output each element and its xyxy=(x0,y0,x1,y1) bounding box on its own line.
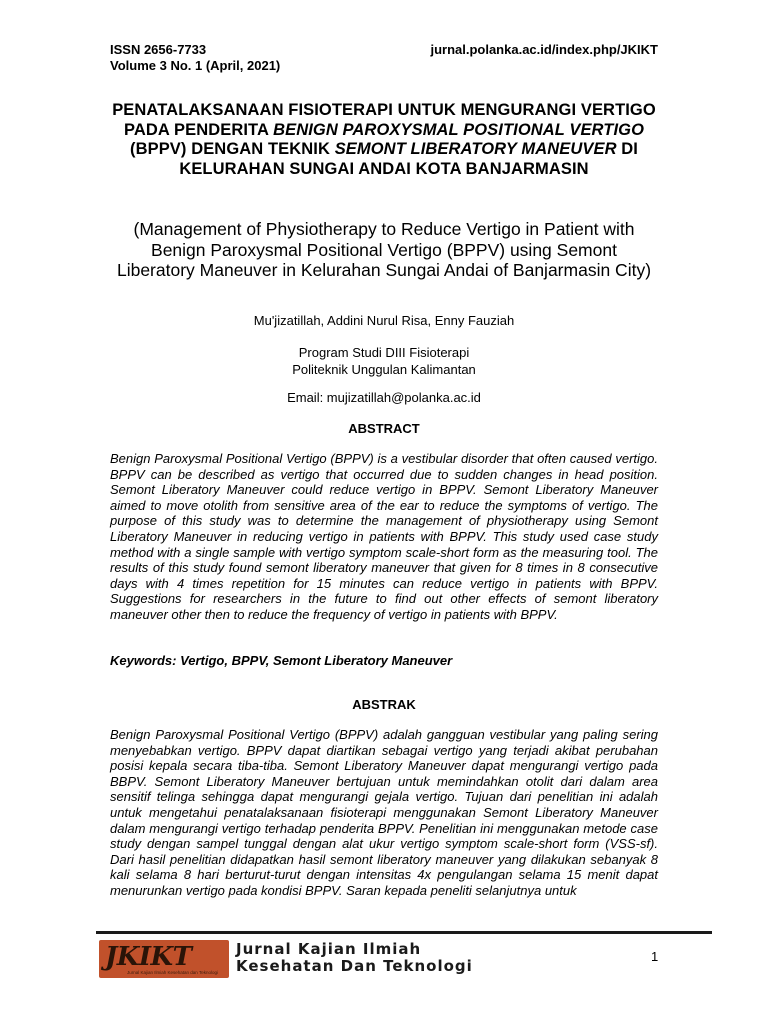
author-list: Mu'jizatillah, Addini Nurul Risa, Enny Fauziah xyxy=(253,313,515,328)
title-italic-1: BENIGN PAROXYSMAL POSITIONAL VERTIGO xyxy=(273,120,645,139)
paper-title xyxy=(110,101,658,179)
title-part-3: DI KELURAHAN SUNGAI ANDAI KOTA BANJARMASIN xyxy=(179,140,638,178)
journal-name-line-2: Kesehatan Dan Teknologi xyxy=(236,957,473,975)
affiliation-line-1: Program Studi DIII Fisioterapi xyxy=(298,345,470,360)
title-part-1: PENATALAKSANAAN FISIOTERAPI UNTUK MENGURANGI VERTIGO PADA PENDERITA xyxy=(112,101,656,139)
logo-tagline: Jurnal Kajian Ilmiah Kesehatan dan Teknologi xyxy=(127,970,218,975)
abstract-heading: ABSTRACT xyxy=(348,421,420,436)
keywords: Keywords: Vertigo, BPPV, Semont Liberatory Maneuver xyxy=(110,653,453,668)
footer-divider xyxy=(96,931,712,934)
journal-name xyxy=(236,941,473,975)
journal-logo xyxy=(99,940,229,978)
page-number: 1 xyxy=(651,949,659,964)
title-italic-2: SEMONT LIBERATORY MANEUVER xyxy=(334,140,617,158)
paper-subtitle: (Management of Physiotherapy to Reduce Vertigo in Patient with Benign Paroxysmal Positional Vertigo (BPPV) using Semont Liberatory Maneuver in Kelurahan Sungai Andai of Banjarmasin City) xyxy=(116,219,652,280)
abstrak-text: Benign Paroxysmal Positional Vertigo (BPPV) adalah gangguan vestibular yang paling sering menyebabkan vertigo. BPPV dapat diartikan sebagai vertigo yang terjadi akibat perubahan posisi kepala secara tiba-tiba. Semont Liberatory Maneuver dapat mengurangi vertigo pada BBPV. Semont Liberatory Maneuver bertujuan untuk memindahkan otolit dari dalam area sensitif telinga sehingga dapat mengurangi gejala vertigo. Tujuan dari penelitian ini adalah untuk mengetahui penatalaksanaan fisioterapi menggunakan Semont Liberatory Maneuver dalam mengurangi vertigo terhadap penderita BPPV. Penelitian ini menggunakan metode case study dengan sampel tunggal dengan alat ukur vertigo symptom scale-short form (VSS-sf). Dari hasil penelitian didapatkan hasil semont liberatory maneuver yang dilakukan sebanyak 8 kali selama 8 hari berturut-turut dengan intensitas 4x pengulangan selama 15 menit dapat menurunkan vertigo pada kondisi BPPV. Saran kepada peneliti selanjutnya untuk xyxy=(110,727,658,898)
contact-email: Email: mujizatillah@polanka.ac.id xyxy=(287,390,481,405)
logo-wordmark: JKIKT xyxy=(105,942,192,972)
issn: ISSN 2656-7733 xyxy=(110,42,207,57)
journal-name-line-1: Jurnal Kajian Ilmiah xyxy=(236,940,422,958)
journal-url: jurnal.polanka.ac.id/index.php/JKIKT xyxy=(430,42,658,57)
title-part-2: (BPPV) DENGAN TEKNIK xyxy=(129,140,335,158)
volume: Volume 3 No. 1 (April, 2021) xyxy=(110,58,281,73)
abstract-text: Benign Paroxysmal Positional Vertigo (BPPV) is a vestibular disorder that often caused vertigo. BPPV can be described as vertigo that occurred due to sudden changes in head position. Semont Liberatory Maneuver could reduce vertigo in BPPV. Semont Liberatory Maneuver aimed to move otolith from sensitive area of the ear to reduce the symptoms of vertigo. The purpose of this study was to determine the management of physiotherapy using Semont Liberatory Maneuver in reducing vertigo in patients with BPPV. This study used case study method with a single sample with vertigo symptom scale-short form as the measuring tool. The results of this study found semont liberatory maneuver that given for 8 times in 8 consecutive days with 4 times repetition for 15 minutes can reduce vertigo in patients with BPPV. Suggestions for researchers in the future to find out other effects of semont liberatory maneuver other then to reduce the frequency of vertigo in patients with BPPV. xyxy=(110,451,658,622)
affiliation xyxy=(110,344,658,378)
affiliation-line-2: Politeknik Unggulan Kalimantan xyxy=(292,362,476,377)
abstrak-heading: ABSTRAK xyxy=(352,697,416,712)
journal-meta xyxy=(110,42,280,74)
